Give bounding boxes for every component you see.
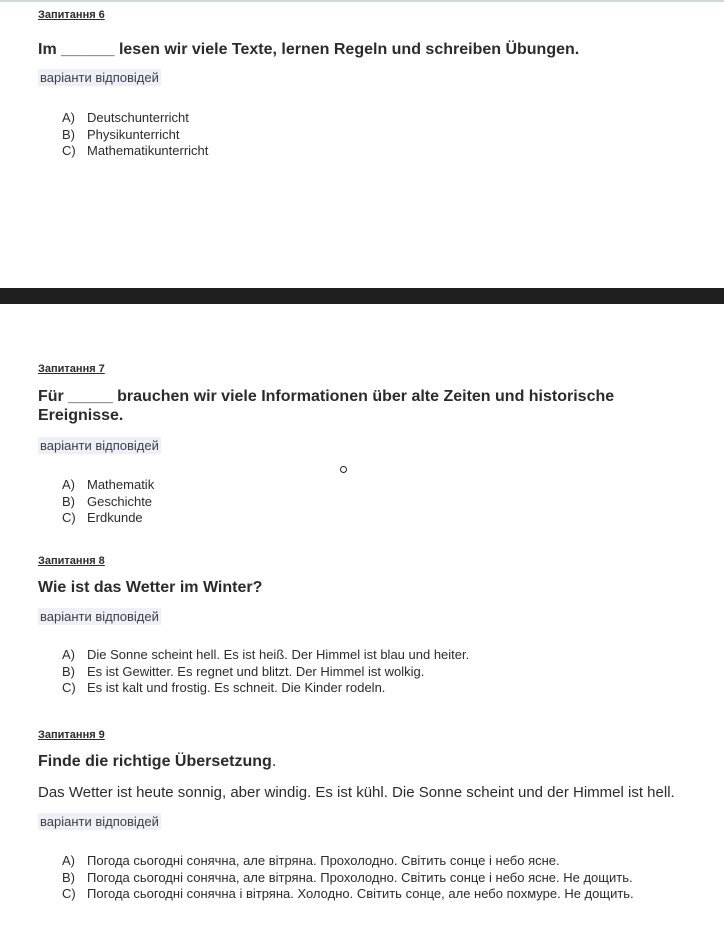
answer-options [38,477,638,527]
answer-option-b[interactable]: B) Physikunterricht [62,126,180,142]
answer-options-label: варіанти відповідей [40,609,159,624]
answer-options-label: варіанти відповідей [40,70,159,85]
question-label: Запитання 8 [38,555,105,567]
top-border [0,0,724,2]
question-8 [38,554,688,697]
answer-option-b[interactable]: B) Погода сьогодні сонячна, але вітряна. Прохолодно. Світить сонце і небо ясне. Не дощить. [62,869,633,885]
answer-option-c[interactable]: C) Erdkunde [62,510,143,525]
answer-options [38,110,688,160]
answer-option-b[interactable]: B) Es ist Gewitter. Es regnet und blitzt. Der Himmel ist wolkig. [62,663,425,679]
question-text: Für _____ brauchen wir viele Informationen über alte Zeiten und historische Ereignisse. [38,388,615,424]
answer-option-a[interactable]: A) Погода сьогодні сонячна, але вітряна. Прохолодно. Світить сонце і небо ясне. [62,853,560,868]
question-body: Das Wetter ist heute sonnig, aber windig. Es ist kühl. Die Sonne scheint und der Himmel ist hell. [38,784,675,801]
answer-options-label: варіанти відповідей [40,814,159,829]
question-text: Im ______ lesen wir viele Texte, lernen Regeln und schreiben Übungen. [38,41,580,58]
answer-options [38,853,688,903]
answer-option-b[interactable]: B) Geschichte [62,493,153,509]
question-text: Wie ist das Wetter im Winter? [38,579,263,596]
question-6 [38,8,688,160]
answer-option-a[interactable]: A) Deutschunterricht [62,110,189,125]
answer-options-label: варіанти відповідей [40,438,159,453]
question-7 [38,362,638,527]
answer-option-a[interactable]: A) Mathematik [62,477,155,492]
screenshot-divider [0,288,724,304]
question-9 [38,728,688,903]
answer-options [38,647,688,697]
answer-option-c[interactable]: C) Погода сьогодні сонячна і вітряна. Холодно. Світить сонце, але небо похмуре. Не дощить. [62,886,634,901]
answer-option-c[interactable]: C) Mathematikunterricht [62,143,209,158]
cursor-dot-icon [340,466,347,473]
question-label: Запитання 7 [38,363,105,375]
question-label: Запитання 9 [38,729,105,741]
question-label: Запитання 6 [38,9,105,21]
answer-option-a[interactable]: A) Die Sonne scheint hell. Es ist heiß. Der Himmel ist blau und heiter. [62,647,470,662]
answer-option-c[interactable]: C) Es ist kalt und frostig. Es schneit. Die Kinder rodeln. [62,680,386,695]
question-text: Finde die richtige Übersetzung. [38,753,277,770]
